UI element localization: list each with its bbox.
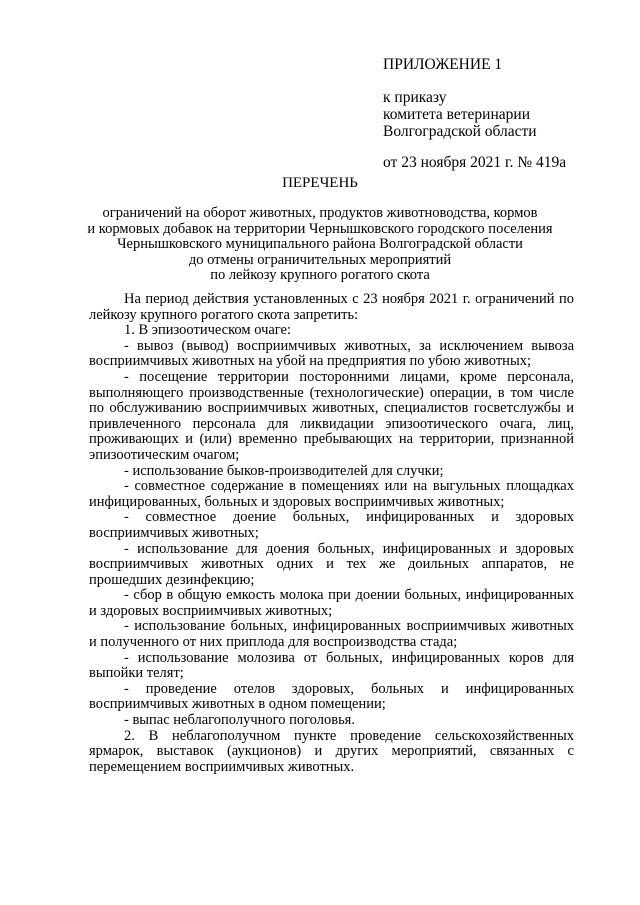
paragraph-intro: На период действия установленных с 23 ноября 2021 г. ограничений по лейкозу крупного рогатого скота запретить: (89, 291, 574, 323)
paragraph-item: - использование для доения больных, инфицированных и здоровых восприимчивых животных одних и тех же доильных аппаратов, не прошедших дезинфекцию; (89, 540, 574, 588)
subtitle-line: до отмены ограничительных мероприятий (188, 251, 452, 268)
paragraph-item: - проведение отелов здоровых, больных и инфицированных восприимчивых животных в одном помещении; (89, 680, 574, 713)
paragraph-item: - совместное доение больных, инфицированных и здоровых восприимчивых животных; (89, 509, 574, 541)
appendix-block (383, 56, 566, 171)
paragraph-item: - выпас неблагополучного поголовья. (124, 712, 355, 729)
paragraph-item: - использование быков-производителей для случки; (124, 462, 444, 479)
subtitle-line: и кормовых добавок на территории Чернышковского городского поселения (87, 220, 553, 237)
paragraph-item: - посещение территории посторонними лицами, кроме персонала, выполняющего производственные (технологические) операции, в том числе по обслуживанию восприимчивых животных, специалистов госветслужбы и привлеченного персонала для ликвидации эпизоотического очага, лиц, проживающих и (или) временно пребывающих на территории, признанной эпизоотическим очагом; (89, 368, 574, 463)
paragraph-item: - вывоз (вывод) восприимчивых животных, за исключением вывоза восприимчивых животных на убой на предприятия по убою животных; (89, 337, 574, 370)
document-body (89, 292, 574, 775)
appendix-title: ПРИЛОЖЕНИЕ 1 (383, 56, 503, 73)
subtitle-line: ограничений на оборот животных, продуктов животноводства, кормов (102, 205, 538, 221)
appendix-line-region: Волгоградской области (383, 123, 537, 140)
paragraph-item: - совместное содержание в помещениях или на выгульных площадках инфицированных, больных и здоровых восприимчивых животных; (89, 478, 574, 510)
paragraph-item: - использование молозива от больных, инфицированных коров для выпойки телят; (89, 649, 574, 682)
paragraph-section-1: 1. В эпизоотическом очаге: (124, 322, 292, 339)
subtitle-line: по лейкозу крупного рогатого скота (210, 267, 430, 283)
paragraph-section-2: 2. В неблагополучном пункте проведение сельскохозяйственных ярмарок, выставок (аукционов) и других мероприятий, связанных с перемещением восприимчивых животных. (89, 727, 574, 775)
paragraph-item: - сбор в общую емкость молока при доении больных, инфицированных и здоровых восприимчивых животных; (89, 587, 574, 619)
document-heading: ПЕРЕЧЕНЬ (282, 175, 358, 191)
appendix-line-committee: комитета ветеринарии (383, 106, 530, 123)
paragraph-item: - использование больных, инфицированных восприимчивых животных и полученного от них приплода для воспроизводства стада; (89, 618, 574, 651)
appendix-date: от 23 ноября 2021 г. № 419а (383, 154, 567, 171)
document-subtitle (60, 206, 580, 284)
appendix-line-order: к приказу (383, 89, 447, 106)
subtitle-line: Чернышковского муниципального района Волгоградской области (117, 236, 523, 252)
